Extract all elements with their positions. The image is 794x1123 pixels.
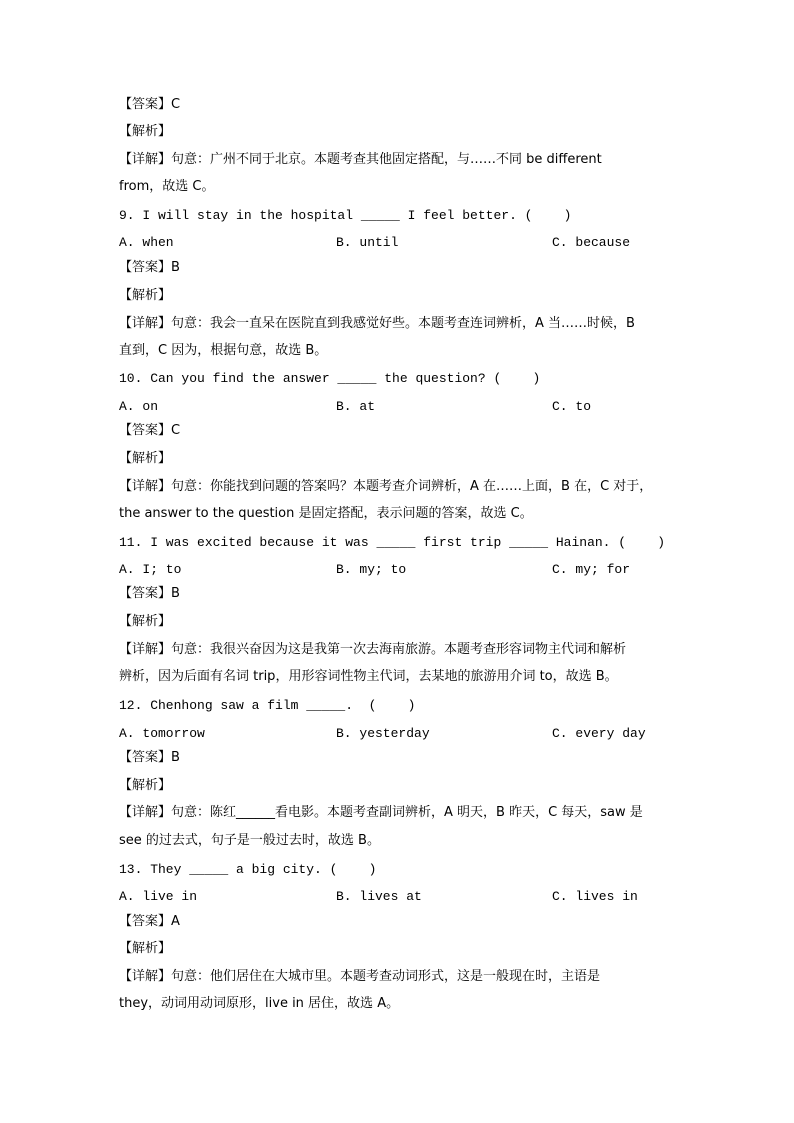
analysis-heading: 【解析】: [119, 124, 172, 139]
question-text: 11. I was excited because it was _____ first trip _____ Hainan. ( ): [119, 535, 666, 550]
analysis-heading: 【解析】: [119, 288, 172, 303]
detail-line: 辨析，因为后面有名词 trip，用形容词性物主代词，去某地的旅游用介词 to，故选 B。: [119, 669, 618, 684]
option-c: C. to: [552, 399, 592, 414]
option-a: A. when: [119, 235, 174, 250]
detail-line: 【详解】句意：广州不同于北京。本题考查其他固定搭配，与……不同 be different: [119, 152, 602, 167]
question-text: 10. Can you find the answer _____ the question? ( ): [119, 371, 541, 386]
detail-line: 【详解】句意：陈红______看电影。本题考查副词辨析，A 明天，B 昨天，C 每天，saw 是: [119, 805, 643, 820]
option-b: B. yesterday: [336, 726, 430, 741]
analysis-heading: 【解析】: [119, 941, 172, 956]
detail-line: they，动词用动词原形，live in 居住，故选 A。: [119, 996, 400, 1011]
detail-line: 直到，C 因为，根据句意，故选 B。: [119, 343, 328, 358]
option-a: A. I; to: [119, 562, 182, 577]
option-a: A. on: [119, 399, 159, 414]
option-c: C. every day: [552, 726, 646, 741]
detail-line: from，故选 C。: [119, 179, 215, 194]
option-c: C. lives in: [552, 889, 638, 904]
answer-line: 【答案】C: [119, 423, 181, 438]
detail-line: 【详解】句意：我会一直呆在医院直到我感觉好些。本题考查连词辨析，A 当……时候，B: [119, 316, 635, 331]
option-c: C. because: [552, 235, 631, 250]
answer-line: 【答案】A: [119, 914, 180, 929]
option-b: B. until: [336, 235, 399, 250]
detail-line: the answer to the question 是固定搭配，表示问题的答案，故选 C。: [119, 506, 533, 521]
option-b: B. lives at: [336, 889, 422, 904]
option-c: C. my; for: [552, 562, 631, 577]
question-text: 9. I will stay in the hospital _____ I feel better. ( ): [119, 208, 572, 223]
answer-line: 【答案】B: [119, 260, 180, 275]
detail-line: 【详解】句意：他们居住在大城市里。本题考查动词形式，这是一般现在时，主语是: [119, 969, 601, 984]
answer-line: 【答案】C: [119, 97, 181, 112]
analysis-heading: 【解析】: [119, 614, 172, 629]
detail-line: 【详解】句意：你能找到问题的答案吗？本题考查介词辨析，A 在……上面，B 在，C 对于，: [119, 479, 653, 494]
option-a: A. tomorrow: [119, 726, 205, 741]
answer-line: 【答案】B: [119, 750, 180, 765]
answer-line: 【答案】B: [119, 586, 180, 601]
option-a: A. live in: [119, 889, 198, 904]
analysis-heading: 【解析】: [119, 778, 172, 793]
question-text: 12. Chenhong saw a film _____. ( ): [119, 698, 416, 713]
detail-line: see 的过去式，句子是一般过去时，故选 B。: [119, 833, 380, 848]
detail-line: 【详解】句意：我很兴奋因为这是我第一次去海南旅游。本题考查形容词物主代词和解析: [119, 642, 627, 657]
question-text: 13. They _____ a big city. ( ): [119, 862, 377, 877]
analysis-heading: 【解析】: [119, 451, 172, 466]
option-b: B. at: [336, 399, 376, 414]
option-b: B. my; to: [336, 562, 407, 577]
